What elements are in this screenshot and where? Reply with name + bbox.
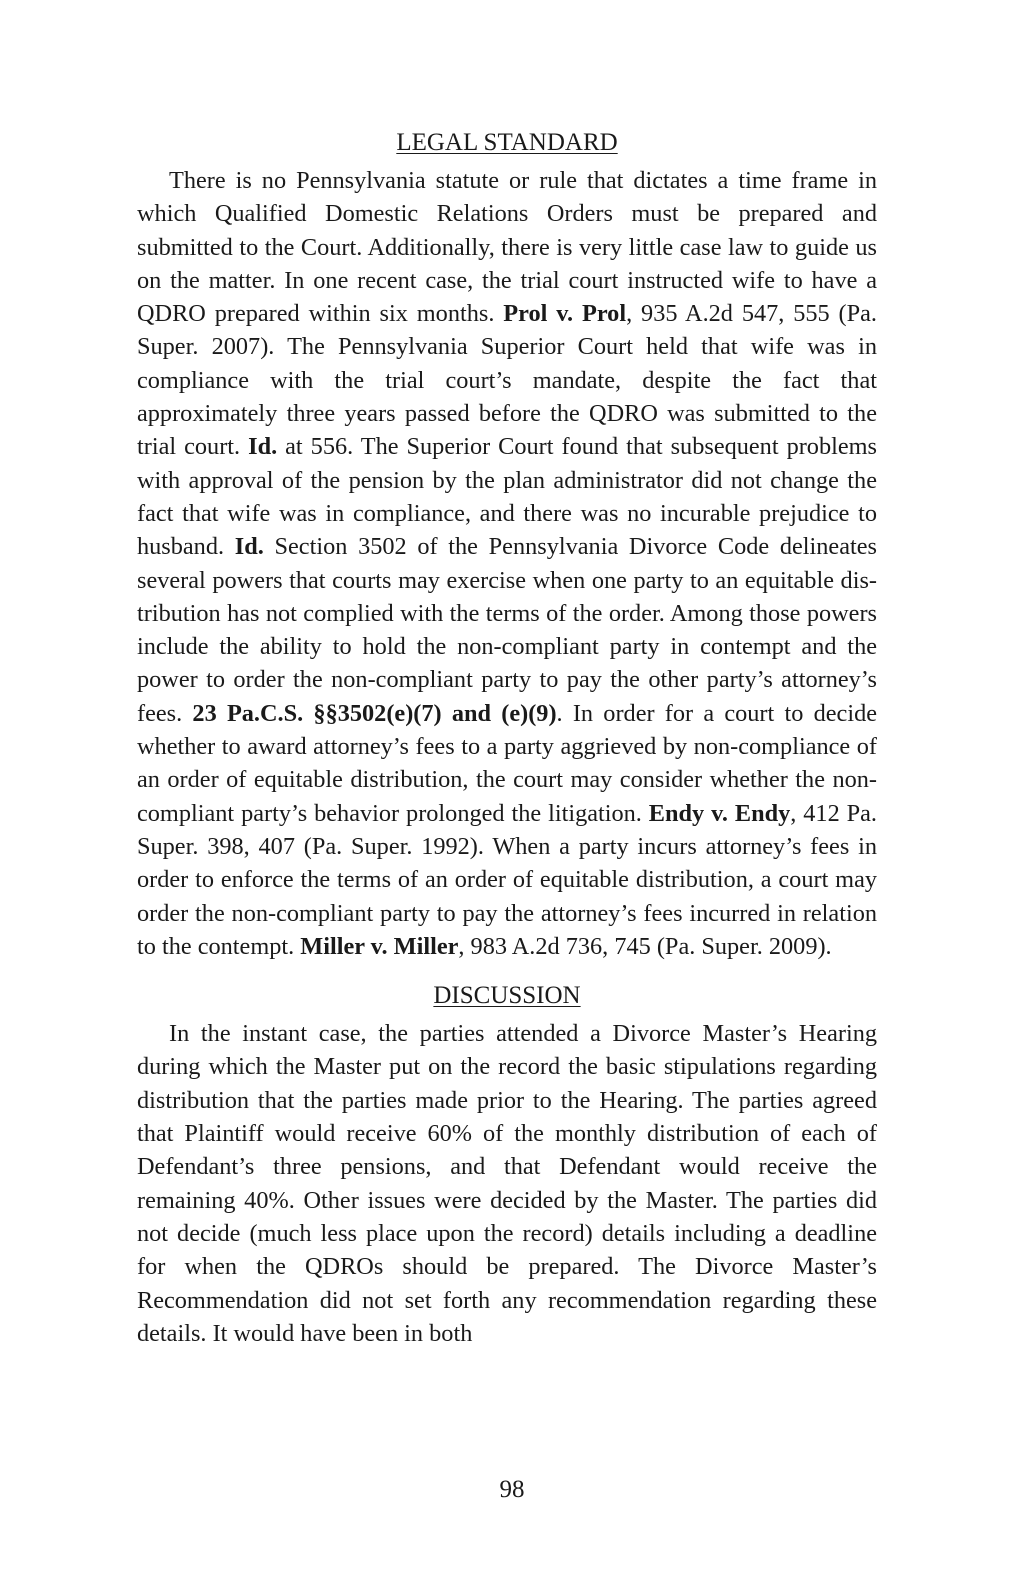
discussion-heading: DISCUSSION (433, 982, 581, 1010)
citation-id-2: Id. (234, 533, 264, 561)
legal-standard-heading: LEGAL STANDARD (396, 129, 618, 156)
legal-text-3: at 556. The Superior Court found that subsequent problems with approval of the pension by the plan administrator did not change the fact that wife was in compliance, and there was no incurable prejudice to husband. (137, 433, 877, 561)
citation-statute: 23 Pa.C.S. §§3502(e)(7) and (e)(9) (192, 699, 557, 727)
citation-endy: Endy v. Endy (648, 799, 791, 827)
legal-text-2: , 935 A.2d 547, 555 (Pa. Super. 2007). The Pennsylvania Superior Court held that wife was in compliance with the trial court’s mandate, despite the fact that approximately three years passed before the QDRO was submitted to the trial court. (137, 300, 877, 461)
legal-text-6: , 412 Pa. Super. 398, 407 (Pa. Super. 1992). When a party incurs attorney’s fees in order to enforce the terms of an order of equitable distribution, a court may order the non-compliant party to pay the attorney’s fees incurred in relation to the contempt. (137, 799, 878, 960)
page-number: 98 (499, 1476, 525, 1503)
page-content (137, 126, 877, 1350)
legal-standard-paragraph (137, 164, 877, 963)
citation-miller: Miller v. Miller (300, 932, 459, 960)
legal-text-5: . In order for a court to decide whether to award attorney’s fees to a party aggrieved by non-compliance of an order of equitable distribution, the court may consider whether the non-compliant party’s behavior prolonged the litigation. (137, 699, 878, 827)
discussion-paragraph: In the instant case, the parties attended a Divorce Master’s Hearing during which the Master put on the record the basic stipulations regarding distribution that the parties made prior to the Hearing. The parties agreed that Plaintiff would receive 60% of the monthly distribution of each of Defendant’s three pensions, and that Defendant would receive the remaining 40%. Other issues were decided by the Master. The parties did not decide (much less place upon the record) details including a deadline for when the QDROs should be prepared. The Divorce Master’s Recommendation did not set forth any recommendation regarding these details. It would have been in both (137, 1020, 877, 1347)
legal-text-7: , 983 A.2d 736, 745 (Pa. Super. 2009). (458, 932, 832, 960)
citation-id-1: Id. (248, 433, 278, 461)
citation-prol: Prol v. Prol (503, 300, 627, 328)
legal-text-1: There is no Pennsylvania statute or rule that dictates a time frame in which Qualified Domestic Relations Orders must be prepared and submitted to the Court. Additionally, there is very little case law to guide us on the matter. In one recent case, the trial court instructed wife to have a QDRO prepared within six months. (137, 167, 877, 328)
legal-text-4: Section 3502 of the Pennsylvania Divorce Code delineates several powers that courts may exercise when one party to an equitable distribution has not complied with the terms of the order. Among those powers include the ability to hold the non-compliant party in contempt and the power to order the non-compliant party to pay the other party’s attorney’s fees. (137, 533, 877, 727)
